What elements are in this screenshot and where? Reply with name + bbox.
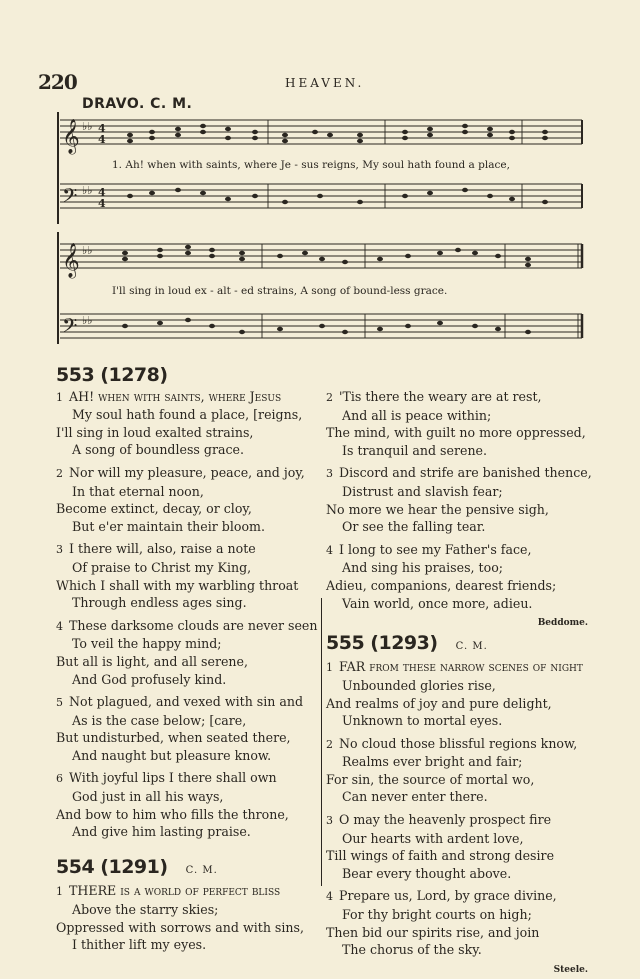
stanza-line: Discord and strife are banished thence, (339, 465, 592, 481)
stanza-line: Not plagued, and vexed with sin and (69, 694, 304, 710)
stanza-line: For thy bright courts on high; (342, 907, 532, 923)
stanza-number: 2 (326, 391, 333, 404)
stanza-number: 2 (326, 737, 333, 751)
stanza-line: Vain world, once more, adieu. (342, 595, 533, 611)
stanza-line: I'll sing in loud exalted strains, (56, 424, 254, 440)
stanza-line: Is tranquil and serene. (342, 442, 488, 458)
hymn-554-stanza-3 (326, 464, 592, 535)
system-1-lyric: 1. Ah! when with saints, where Je - sus reigns, My soul hath found a place, (112, 159, 510, 171)
stanza-line: And realms of joy and pure delight, (326, 695, 552, 711)
hymn-555-stanza-4 (326, 887, 588, 958)
hymn-555-stanza-3 (326, 811, 588, 882)
svg-text:4: 4 (98, 186, 106, 199)
stanza-line: I thither lift my eyes. (72, 937, 207, 953)
hymn-553-stanza-3 (56, 540, 324, 611)
stanza-line: Which I shall with my warbling throat (56, 577, 299, 593)
stanza-line: I long to see my Father's face, (339, 541, 532, 557)
hymn-554-number: 554 (56, 855, 95, 878)
system-2-lyric: I'll sing in loud ex - alt - ed strains, A song of bound-less grace. (112, 285, 448, 297)
hymn-555-alt-number: (1293) (370, 631, 438, 654)
stanza-line: Adieu, companions, dearest friends; (326, 577, 557, 593)
svg-text:𝄢: 𝄢 (62, 184, 78, 212)
stanza-line: But undisturbed, when seated there, (56, 730, 291, 746)
hymn-553-stanza-5 (56, 693, 324, 764)
stanza-line: In that eternal noon, (72, 483, 204, 499)
stanza-line: FAR from these narrow scenes of night (339, 659, 583, 675)
svg-text:♭♭: ♭♭ (82, 184, 93, 197)
stanza-line: Oppressed with sorrows and with sins, (56, 919, 304, 935)
hymn-555-meter: C. M. (455, 640, 488, 652)
stanza-line: But all is light, and all serene, (56, 653, 248, 669)
hymn-554-author: Beddome. (537, 618, 588, 629)
stanza-line: My soul hath found a place, [reigns, (72, 407, 303, 423)
stanza-line: Unbounded glories rise, (342, 677, 496, 693)
stanza-line: And naught but pleasure know. (72, 747, 272, 763)
music-system-1 (0, 112, 640, 224)
stanza-line: Unknown to mortal eyes. (342, 713, 503, 729)
stanza-line: And sing his praises, too; (342, 560, 504, 576)
svg-text:4: 4 (98, 197, 106, 210)
stanza-line: But e'er maintain their bloom. (72, 518, 265, 534)
stanza-line: And God profusely kind. (72, 671, 227, 687)
stanza-line: As is the case below; [care, (72, 712, 247, 728)
stanza-number: 3 (326, 467, 333, 481)
stanza-line: No cloud those blissful regions know, (339, 735, 578, 751)
stanza-line: Can never enter there. (342, 789, 488, 805)
svg-text:♭♭: ♭♭ (82, 244, 93, 257)
svg-text:♭♭: ♭♭ (82, 120, 93, 133)
hymn-555-heading (326, 631, 588, 656)
stanza-number: 4 (326, 890, 333, 904)
stanza-line: The mind, with guilt no more oppressed, (326, 425, 586, 441)
stanza-number: 1 (56, 390, 63, 404)
stanza-number: 4 (326, 543, 333, 557)
stanza-line: Distrust and slavish fear; (342, 483, 503, 499)
hymn-554-heading (56, 855, 324, 880)
hymn-553-stanza-2 (56, 464, 324, 535)
stanza-line: THERE is a world of perfect bliss (69, 883, 281, 899)
running-head: HEAVEN. (285, 76, 365, 90)
hymn-554-meter: C. M. (185, 864, 218, 876)
tune-name: DRAVO. C. M. (82, 96, 193, 112)
music-system-2 (0, 232, 640, 344)
stanza-line: God just in all his ways, (72, 789, 224, 805)
stanza-number: 1 (56, 885, 63, 899)
stanza-line: Realms ever bright and fair; (342, 754, 523, 770)
svg-text:♭♭: ♭♭ (82, 314, 93, 327)
svg-text:4: 4 (98, 122, 106, 135)
stanza-number: 5 (56, 696, 63, 710)
hymn-554-stanza-1 (56, 882, 324, 953)
hymn-553-alt-number: (1278) (100, 364, 168, 386)
right-column (326, 388, 592, 979)
hymn-553-stanza-4 (56, 617, 324, 688)
hymn-554-stanza-4 (326, 541, 588, 612)
stanza-line: No more we hear the pensive sigh, (326, 501, 549, 517)
page-number: 220 (38, 70, 77, 94)
hymn-555-author: Steele. (553, 964, 588, 975)
stanza-line: 'Tis there the weary are at rest, (339, 389, 542, 404)
stanza-line: AH! when with saints, where Jesus (69, 388, 282, 404)
hymn-554-alt-number: (1291) (100, 855, 168, 878)
hymn-554-stanza-2 (326, 388, 588, 459)
stanza-line: And all is peace within; (342, 407, 492, 423)
stanza-number: 6 (56, 772, 63, 786)
stanza-line: For sin, the source of mortal wo, (326, 771, 535, 787)
hymn-553-stanza-1 (56, 388, 324, 459)
hymn-555-stanza-1 (326, 658, 588, 729)
stanza-line: Or see the falling tear. (342, 519, 486, 535)
stanza-line: O may the heavenly prospect fire (339, 812, 552, 828)
stanza-line: Through endless ages sing. (72, 595, 247, 611)
hymn-555-number: 555 (326, 631, 365, 654)
stanza-number: 3 (56, 543, 63, 557)
stanza-line: The chorus of the sky. (342, 942, 482, 958)
left-column (56, 364, 324, 959)
stanza-line: And bow to him who fills the throne, (56, 806, 289, 822)
stanza-line: Then bid our spirits rise, and join (326, 924, 540, 940)
stanza-line: Prepare us, Lord, by grace divine, (339, 888, 557, 904)
hymn-555-stanza-2 (326, 735, 588, 806)
stanza-line: Nor will my pleasure, peace, and joy, (69, 464, 305, 480)
stanza-line: I there will, also, raise a note (69, 541, 256, 557)
stanza-number: 4 (56, 619, 63, 633)
stanza-line: Of praise to Christ my King, (72, 559, 252, 575)
stanza-line: To veil the happy mind; (72, 636, 222, 652)
stanza-line: Become extinct, decay, or cloy, (56, 501, 252, 517)
stanza-number: 2 (56, 466, 63, 480)
hymn-553-heading (56, 364, 324, 386)
stanza-line: Above the starry skies; (72, 902, 219, 918)
stanza-number: 3 (326, 814, 333, 828)
stanza-line: Our hearts with ardent love, (342, 830, 524, 846)
stanza-number: 1 (326, 661, 333, 675)
stanza-line: With joyful lips I there shall own (69, 770, 277, 786)
svg-text:𝄢: 𝄢 (62, 314, 78, 342)
hymn-553-stanza-6 (56, 769, 324, 840)
stanza-line: Bear every thought above. (342, 865, 512, 881)
svg-text:𝄞: 𝄞 (62, 243, 80, 278)
hymn-553-number: 553 (56, 364, 95, 386)
stanza-line: And give him lasting praise. (72, 824, 251, 840)
svg-text:𝄞: 𝄞 (62, 119, 80, 154)
svg-text:4: 4 (98, 133, 106, 146)
column-divider (321, 598, 322, 886)
stanza-line: These darksome clouds are never seen (69, 617, 318, 633)
stanza-line: Till wings of faith and strong desire (326, 848, 555, 864)
stanza-line: A song of boundless grace. (72, 442, 245, 458)
